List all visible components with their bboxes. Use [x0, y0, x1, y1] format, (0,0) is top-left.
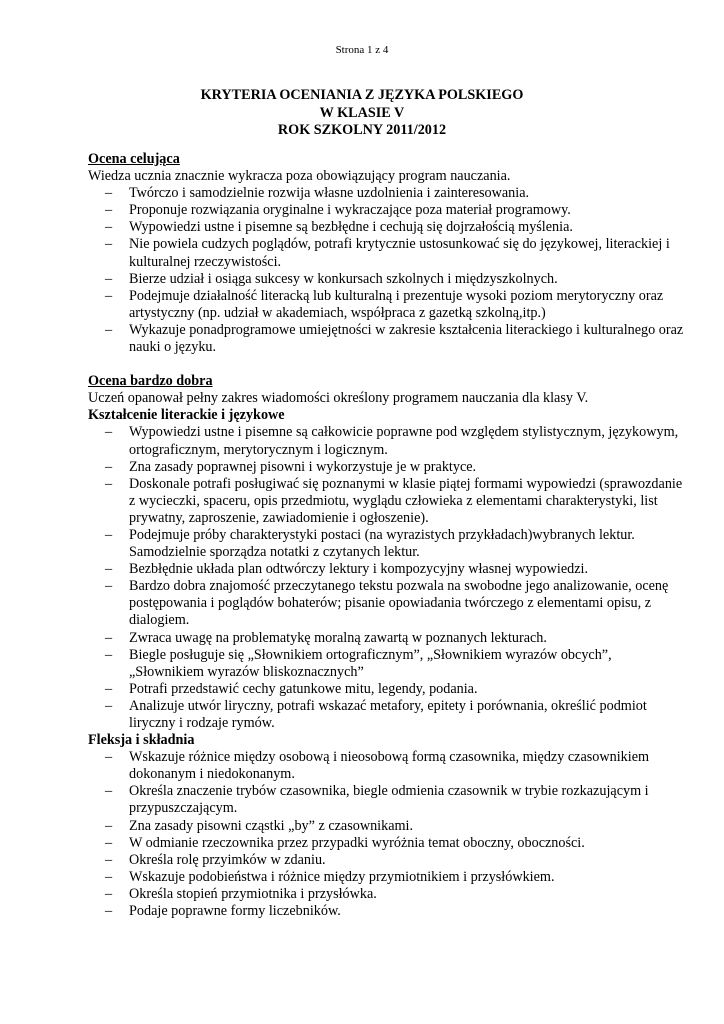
list-item: [88, 647, 688, 681]
list-celujaca: [88, 185, 688, 356]
dash-bullet: –: [105, 185, 113, 202]
dash-bullet: –: [105, 287, 113, 304]
list-item-text: Podaje poprawne formy liczebników.: [129, 903, 341, 920]
list-item: [88, 749, 688, 783]
list-item-text: Wskazuje podobieństwa i różnice między przymiotnikiem i przysłówkiem.: [129, 868, 555, 885]
list-item: [88, 903, 688, 920]
list-item-text: Wypowiedzi ustne i pisemne są całkowicie poprawne pod względem stylistycznym, językowym, ortograficznym, merytorycznym i logicznym.: [129, 424, 679, 458]
dash-bullet: –: [105, 578, 113, 595]
list-item: [88, 852, 688, 869]
dash-bullet: –: [105, 219, 113, 236]
heading-ocena-celujaca: Ocena celująca: [88, 151, 180, 167]
dash-bullet: –: [105, 270, 113, 287]
dash-bullet: –: [105, 202, 113, 219]
subheading-ksztalcenie: Kształcenie literackie i językowe: [88, 407, 285, 424]
list-item-text: Bardzo dobra znajomość przeczytanego tekstu pozwala na swobodne jego analizowanie, ocenę postępowania i poglądów bohaterów; pisanie opowiadania twórczego z elementami opisu, z dialogiem.: [129, 578, 669, 629]
list-fleksja: [88, 749, 688, 920]
list-item: [88, 561, 688, 578]
list-item: [88, 818, 688, 835]
dash-bullet: –: [105, 321, 113, 338]
list-item-text: Wypowiedzi ustne i pisemne są bezbłędne i cechują się dojrzałością myślenia.: [129, 219, 573, 236]
list-item: [88, 869, 688, 886]
document-title: [0, 87, 724, 140]
dash-bullet: –: [105, 783, 113, 800]
list-item-text: Zna zasady pisowni cząstki „by” z czasownikami.: [129, 817, 414, 834]
list-item-text: Określa stopień przymiotnika i przysłówka.: [129, 885, 377, 902]
list-item: [88, 681, 688, 698]
list-item: [88, 236, 688, 270]
document-body: [88, 151, 688, 920]
dash-bullet: –: [105, 236, 113, 253]
list-item: [88, 886, 688, 903]
list-item-text: Bierze udział i osiąga sukcesy w konkursach szkolnych i międzyszkolnych.: [129, 270, 558, 287]
subheading-fleksja: Fleksja i składnia: [88, 732, 195, 749]
list-item: [88, 698, 688, 732]
list-item-text: W odmianie rzeczownika przez przypadki wyróżnia temat oboczny, oboczności.: [129, 834, 585, 851]
list-item: [88, 185, 688, 202]
list-item-text: Zwraca uwagę na problematykę moralną zawartą w poznanych lekturach.: [129, 629, 547, 646]
list-item-text: Analizuje utwór liryczny, potrafi wskazać metafory, epitety i porównania, określić podmiot liryczny i rodzaje rymów.: [129, 697, 647, 731]
list-item: [88, 835, 688, 852]
dash-bullet: –: [105, 697, 113, 714]
intro-celujaca: Wiedza ucznia znacznie wykracza poza obowiązujący program nauczania.: [88, 168, 511, 185]
list-item-text: Wykazuje ponadprogramowe umiejętności w zakresie kształcenia literackiego i kulturalnego oraz nauki o języku.: [129, 321, 684, 356]
dash-bullet: –: [105, 680, 113, 697]
list-item-text: Doskonale potrafi posługiwać się poznanymi w klasie piątej formami wypowiedzi (sprawozdanie z wycieczki, spaceru, opis przedmiotu, wyglądu człowieka z elementami charakterystyki, list prywatny, zaproszenie, zawiadomienie i ogłoszenie).: [129, 475, 683, 526]
list-item: [88, 219, 688, 236]
list-item: [88, 322, 688, 356]
list-item-text: Podejmuje działalność literacką lub kulturalną i prezentuje wysoki poziom merytoryczny oraz artystyczny (np. udział w akademiach, współpraca z gazetką szkolną,itp.): [129, 287, 664, 321]
page-number: Strona 1 z 4: [335, 44, 389, 56]
list-item-text: Nie powiela cudzych poglądów, potrafi krytycznie ustosunkować się do językowej, literackiej i kulturalnej rzeczywistości.: [129, 236, 670, 270]
list-ksztalcenie: [88, 424, 688, 732]
list-item: [88, 424, 688, 458]
list-item: [88, 578, 688, 629]
list-item-text: Podejmuje próby charakterystyki postaci (na wyrazistych przykładach)wybranych lektur. Samodzielnie sporządza notatki z czytanych lektur.: [129, 526, 635, 561]
list-item: [88, 271, 688, 288]
dash-bullet: –: [105, 834, 113, 851]
list-item: [88, 202, 688, 219]
list-item-text: Bezbłędnie układa plan odtwórczy lektury i kompozycyjny własnej wypowiedzi.: [129, 561, 588, 578]
dash-bullet: –: [105, 629, 113, 646]
list-item-text: Wskazuje różnice między osobową i nieosobową formą czasownika, między czasownikiem dokonanym i niedokonanym.: [129, 749, 650, 783]
dash-bullet: –: [105, 817, 113, 834]
section-gap: [88, 356, 688, 373]
list-item: [88, 288, 688, 322]
dash-bullet: –: [105, 903, 113, 920]
list-item-text: Określa rolę przyimków w zdaniu.: [129, 851, 326, 868]
list-item-text: Potrafi przedstawić cechy gatunkowe mitu, legendy, podania.: [129, 680, 478, 697]
list-item: [88, 630, 688, 647]
title-line-3: ROK SZKOLNY 2011/2012: [277, 122, 447, 138]
dash-bullet: –: [105, 885, 113, 902]
title-line-1: KRYTERIA OCENIANIA Z JĘZYKA POLSKIEGO: [200, 87, 524, 103]
dash-bullet: –: [105, 458, 113, 475]
list-item-text: Proponuje rozwiązania oryginalne i wykraczające poza materiał programowy.: [129, 202, 571, 219]
list-item-text: Twórczo i samodzielnie rozwija własne uzdolnienia i zainteresowania.: [129, 185, 530, 202]
dash-bullet: –: [105, 561, 113, 578]
list-item-text: Zna zasady poprawnej pisowni i wykorzystuje je w praktyce.: [129, 458, 477, 475]
list-item: [88, 476, 688, 527]
list-item-text: Biegle posługuje się „Słownikiem ortograficznym”, „Słownikiem wyrazów obcych”, „Słownikiem wyrazów bliskoznacznych”: [129, 646, 612, 680]
list-item-text: Określa znaczenie trybów czasownika, biegle odmienia czasownik w trybie rozkazującym i przypuszczającym.: [129, 783, 649, 817]
list-item: [88, 527, 688, 561]
dash-bullet: –: [105, 851, 113, 868]
dash-bullet: –: [105, 475, 113, 492]
dash-bullet: –: [105, 526, 113, 543]
list-item: [88, 783, 688, 817]
title-line-2: W KLASIE V: [319, 104, 405, 121]
heading-ocena-bardzo-dobra: Ocena bardzo dobra: [88, 373, 213, 390]
intro-bardzo-dobra: Uczeń opanował pełny zakres wiadomości określony programem nauczania dla klasy V.: [88, 390, 589, 407]
dash-bullet: –: [105, 868, 113, 885]
dash-bullet: –: [105, 749, 113, 766]
dash-bullet: –: [105, 424, 113, 441]
list-item: [88, 459, 688, 476]
dash-bullet: –: [105, 646, 113, 663]
